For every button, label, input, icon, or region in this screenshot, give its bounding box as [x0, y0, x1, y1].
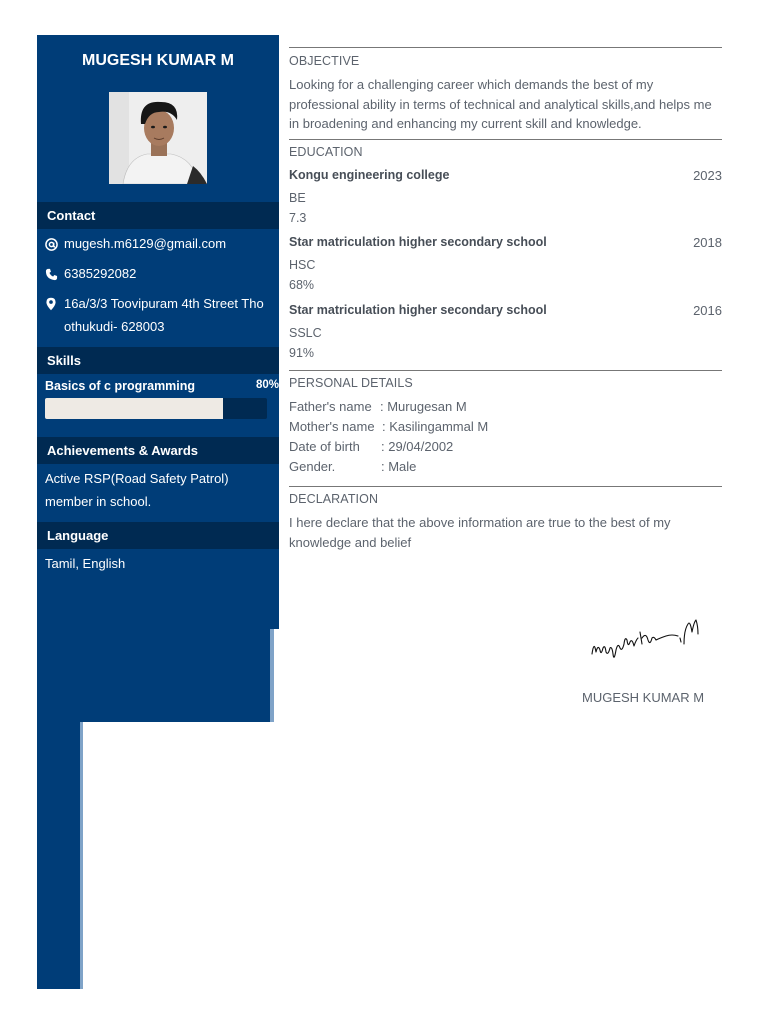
skill-label: Basics of c programming	[45, 379, 196, 393]
personal-details-heading: PERSONAL DETAILS	[289, 376, 413, 390]
at-icon	[44, 236, 58, 252]
skill-percent: 80%	[256, 379, 280, 391]
gender-label: Gender.	[289, 459, 336, 474]
education-degree: SSLC	[289, 326, 322, 340]
address-line-1: 16a/3/3 Toovipuram 4th Street Tho	[64, 296, 264, 311]
education-year: 2016	[693, 303, 722, 318]
education-score: 7.3	[289, 211, 307, 225]
divider	[289, 139, 722, 140]
sidebar-edge-accent	[270, 629, 274, 722]
signature-name: MUGESH KUMAR M	[582, 690, 705, 705]
declaration-heading: DECLARATION	[289, 492, 379, 506]
profile-photo	[109, 92, 207, 184]
achievement-line-2: member in school.	[45, 494, 152, 509]
language-heading: Language	[37, 522, 279, 549]
achievements-heading: Achievements & Awards	[37, 437, 279, 464]
contact-address	[44, 292, 264, 338]
objective-heading: OBJECTIVE	[289, 54, 360, 68]
education-institution: Star matriculation higher secondary school	[289, 235, 547, 249]
phone-icon	[44, 266, 58, 282]
gender-value: : Male	[381, 459, 417, 474]
mothers-name-value: : Kasilingammal M	[382, 419, 489, 434]
skills-heading: Skills	[37, 347, 279, 374]
phone-text: 6385292082	[64, 266, 137, 281]
education-entry	[289, 235, 722, 295]
education-score: 91%	[289, 346, 315, 360]
education-year: 2023	[693, 168, 722, 183]
email-text: mugesh.m6129@gmail.com	[64, 236, 227, 251]
date-of-birth-value: : 29/04/2002	[381, 439, 454, 454]
sidebar-panel-bottom	[37, 722, 82, 989]
declaration-text: I here declare that the above information are true to the best of my knowledge and belief	[289, 515, 671, 550]
address-line-2: othukudi- 628003	[64, 319, 165, 334]
contact-phone[interactable]	[44, 262, 136, 285]
divider	[289, 486, 722, 487]
language-text: Tamil, English	[45, 556, 126, 571]
education-degree: BE	[289, 191, 306, 205]
sidebar-edge-accent-bottom	[80, 722, 83, 989]
achievement-line-1: Active RSP(Road Safety Patrol)	[45, 471, 229, 486]
person-avatar-icon	[109, 92, 207, 184]
education-institution: Star matriculation higher secondary school	[289, 303, 547, 317]
contact-email[interactable]	[44, 232, 226, 255]
skill-progress-bar	[45, 398, 267, 419]
date-of-birth-label: Date of birth	[289, 439, 360, 454]
fathers-name-value: : Murugesan M	[380, 399, 467, 414]
education-entry	[289, 303, 722, 363]
education-entry	[289, 168, 722, 228]
education-heading: EDUCATION	[289, 145, 363, 159]
handwritten-signature	[588, 610, 702, 666]
education-score: 68%	[289, 278, 315, 292]
location-pin-icon	[44, 296, 58, 312]
mothers-name-label: Mother's name	[289, 419, 375, 434]
skill-progress-fill	[45, 398, 223, 419]
divider	[289, 47, 722, 48]
profile-name: MUGESH KUMAR M	[82, 52, 234, 69]
education-degree: HSC	[289, 258, 316, 272]
contact-heading: Contact	[37, 202, 279, 229]
education-institution: Kongu engineering college	[289, 168, 450, 182]
objective-text: Looking for a challenging career which demands the best of my professional ability in terms of technical and analytical skills,and helps me in broadening and enhancing my current skill and knowledge.	[289, 77, 712, 131]
fathers-name-label: Father's name	[289, 399, 372, 414]
sidebar-panel-lower	[37, 629, 274, 722]
divider	[289, 370, 722, 371]
education-year: 2018	[693, 235, 722, 250]
achievement-text	[45, 467, 275, 513]
